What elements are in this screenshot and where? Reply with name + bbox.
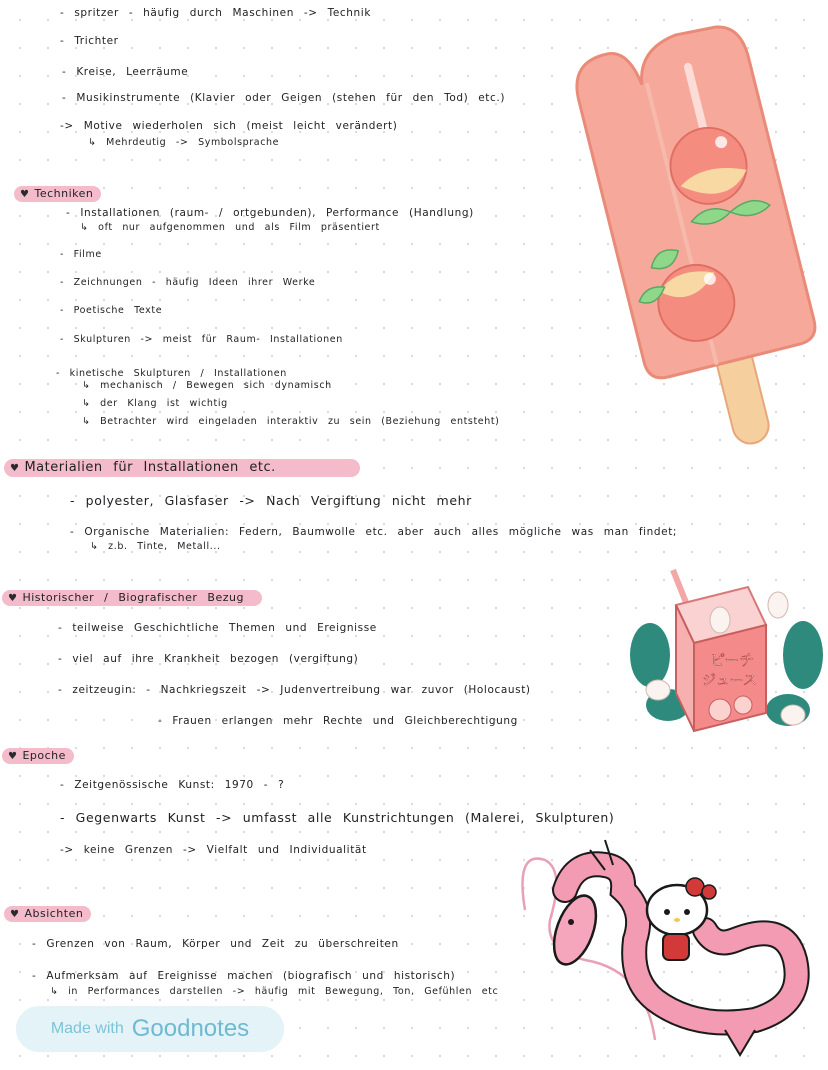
note-line: - Installationen (raum- / ortgebunden), Performance (Handlung) (66, 207, 474, 219)
heading-text: Materialien für Installationen etc. (24, 460, 276, 475)
svg-text:ジュース: ジュース (702, 673, 758, 689)
note-line: - Frauen erlangen mehr Rechte und Gleichberechtigung (158, 715, 518, 727)
note-line: - Musikinstrumente (Klavier oder Geigen (stehen für den Tod) etc.) (62, 92, 506, 104)
note-line: - Trichter (60, 35, 119, 47)
section-heading-techniken (14, 186, 101, 202)
section-heading-historischer-bezug (2, 590, 262, 606)
note-line: - Zeichnungen - häufig Ideen ihrer Werke (60, 277, 316, 288)
note-subline: ↳ oft nur aufgenommen und als Film präsentiert (80, 222, 380, 233)
note-line: - polyester, Glasfaser -> Nach Vergiftung nicht mehr (70, 493, 472, 508)
section-heading-epoche (2, 748, 74, 764)
note-line: - Zeitgenössische Kunst: 1970 - ? (60, 779, 285, 791)
note-subline: ↳ Mehrdeutig -> Symbolsprache (88, 137, 280, 148)
note-line: - viel auf ihre Krankheit bezogen (vergiftung) (58, 653, 359, 665)
heart-icon: ♥ (20, 189, 30, 200)
note-line: - teilweise Geschichtliche Themen und Ereignisse (58, 622, 377, 634)
popsicle-sticker-icon (575, 15, 825, 455)
note-line: - Kreise, Leerräume (62, 66, 189, 78)
note-line: - Skulpturen -> meist für Raum- Installationen (60, 334, 343, 345)
note-line: - Organische Materialien: Federn, Baumwolle etc. aber auch alles mögliche was man findet; (70, 526, 678, 538)
heading-text: Techniken (34, 187, 94, 200)
note-line: - Aufmerksam auf Ereignisse machen (biografisch und historisch) (32, 970, 456, 982)
heart-icon: ♥ (10, 463, 20, 474)
note-line: - Gegenwarts Kunst -> umfasst alle Kunstrichtungen (Malerei, Skulpturen) (60, 810, 615, 825)
note-line: -> Motive wiederholen sich (meist leicht verändert) (60, 120, 398, 132)
heading-text: Historischer / Biografischer Bezug (22, 591, 244, 604)
note-subline: ↳ in Performances darstellen -> häufig mit Bewegung, Ton, Gefühlen etc (50, 986, 499, 997)
section-heading-materialien (4, 459, 360, 477)
note-line: - Grenzen von Raum, Körper und Zeit zu überschreiten (32, 938, 399, 950)
note-line: -> keine Grenzen -> Vielfalt und Individualität (60, 844, 367, 856)
note-line: - Filme (60, 249, 102, 260)
heading-text: Epoche (22, 749, 66, 762)
note-line: - kinetische Skulpturen / Installationen (56, 368, 287, 379)
svg-text:ピーチ: ピーチ (710, 651, 755, 669)
note-line: - spritzer - häufig durch Maschinen -> Technik (60, 7, 372, 19)
note-line: - Poetische Texte (60, 305, 163, 316)
badge-brand: Goodnotes (131, 1015, 250, 1042)
heart-icon: ♥ (10, 909, 20, 920)
badge-made-with: Made with (50, 1020, 124, 1037)
peach-juice-sticker-icon (628, 565, 824, 735)
note-subline: ↳ der Klang ist wichtig (82, 398, 228, 409)
dragon-kitty-sticker-icon (505, 830, 825, 1068)
note-subline: ↳ Betrachter wird eingeladen interaktiv zu sein (Beziehung entsteht) (82, 416, 500, 427)
section-heading-absichten (4, 906, 91, 922)
heading-text: Absichten (24, 907, 84, 920)
note-line: - zeitzeugin: - Nachkriegszeit -> Judenvertreibung war zuvor (Holocaust) (58, 684, 531, 696)
note-subline: ↳ mechanisch / Bewegen sich dynamisch (82, 380, 332, 391)
heart-icon: ♥ (8, 751, 18, 762)
note-subline: ↳ z.b. Tinte, Metall... (90, 541, 221, 552)
heart-icon: ♥ (8, 593, 18, 604)
made-with-goodnotes-badge (16, 1006, 284, 1052)
